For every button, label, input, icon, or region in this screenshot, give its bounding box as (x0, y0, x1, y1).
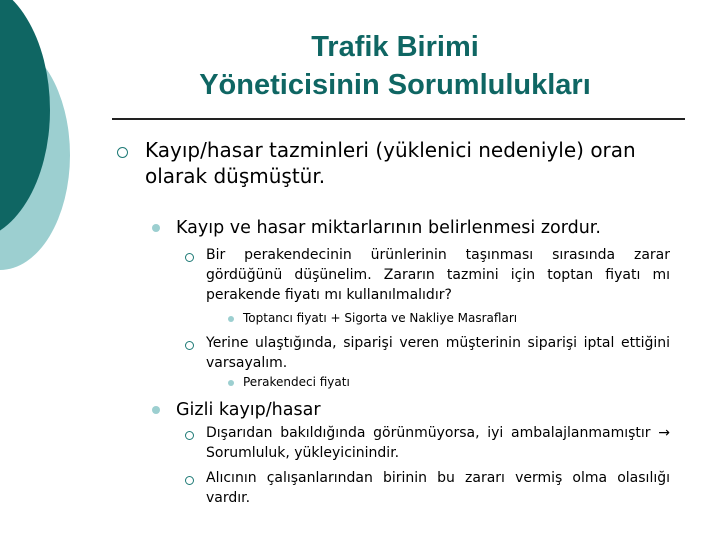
bullet-item-level3: Alıcının çalışanlarından birinin bu zararı vermiş olma olasılığı vardır. (206, 470, 670, 506)
bullet-circle-icon (117, 147, 128, 158)
bullet-circle-icon (185, 341, 194, 350)
bullet-dot-icon (152, 224, 160, 232)
bullet-item-level4: Perakendeci fiyatı (243, 375, 350, 389)
bullet-item-level3: Yerine ulaştığında, siparişi veren müşterinin siparişi iptal ettiğini varsayalım. (206, 335, 670, 371)
bullet-item-level3: Dışarıdan bakıldığında görünmüyorsa, iyi ambalajlanmamıştır → Sorumluluk, yükleyicinindir. (206, 425, 670, 461)
bullet-item-level4: Toptancı fiyatı + Sigorta ve Nakliye Masrafları (243, 311, 518, 325)
bullet-dot-icon (228, 316, 234, 322)
bullet-item-level2: Gizli kayıp/hasar (176, 400, 321, 420)
title-divider (112, 118, 685, 120)
bullet-dot-icon (228, 380, 234, 386)
bullet-circle-icon (185, 431, 194, 440)
bullet-dot-icon (152, 406, 160, 414)
bullet-circle-icon (185, 253, 194, 262)
bullet-circle-icon (185, 476, 194, 485)
bullet-item-level1: Kayıp/hasar tazminleri (yüklenici nedeniyle) oran olarak düşmüştür. (145, 138, 636, 188)
title-line-1: Trafik Birimi (311, 31, 479, 63)
bullet-item-level3: Bir perakendecinin ürünlerinin taşınması sırasında zarar gördüğünü düşünelim. Zararın tazmini için toptan fiyatı mı perakende fiyatı mı kullanılmalıdır? (206, 247, 670, 303)
title-line-2: Yöneticisinin Sorumlulukları (199, 69, 591, 101)
slide-title (100, 28, 690, 104)
bullet-item-level2: Kayıp ve hasar miktarlarının belirlenmesi zordur. (176, 218, 601, 238)
